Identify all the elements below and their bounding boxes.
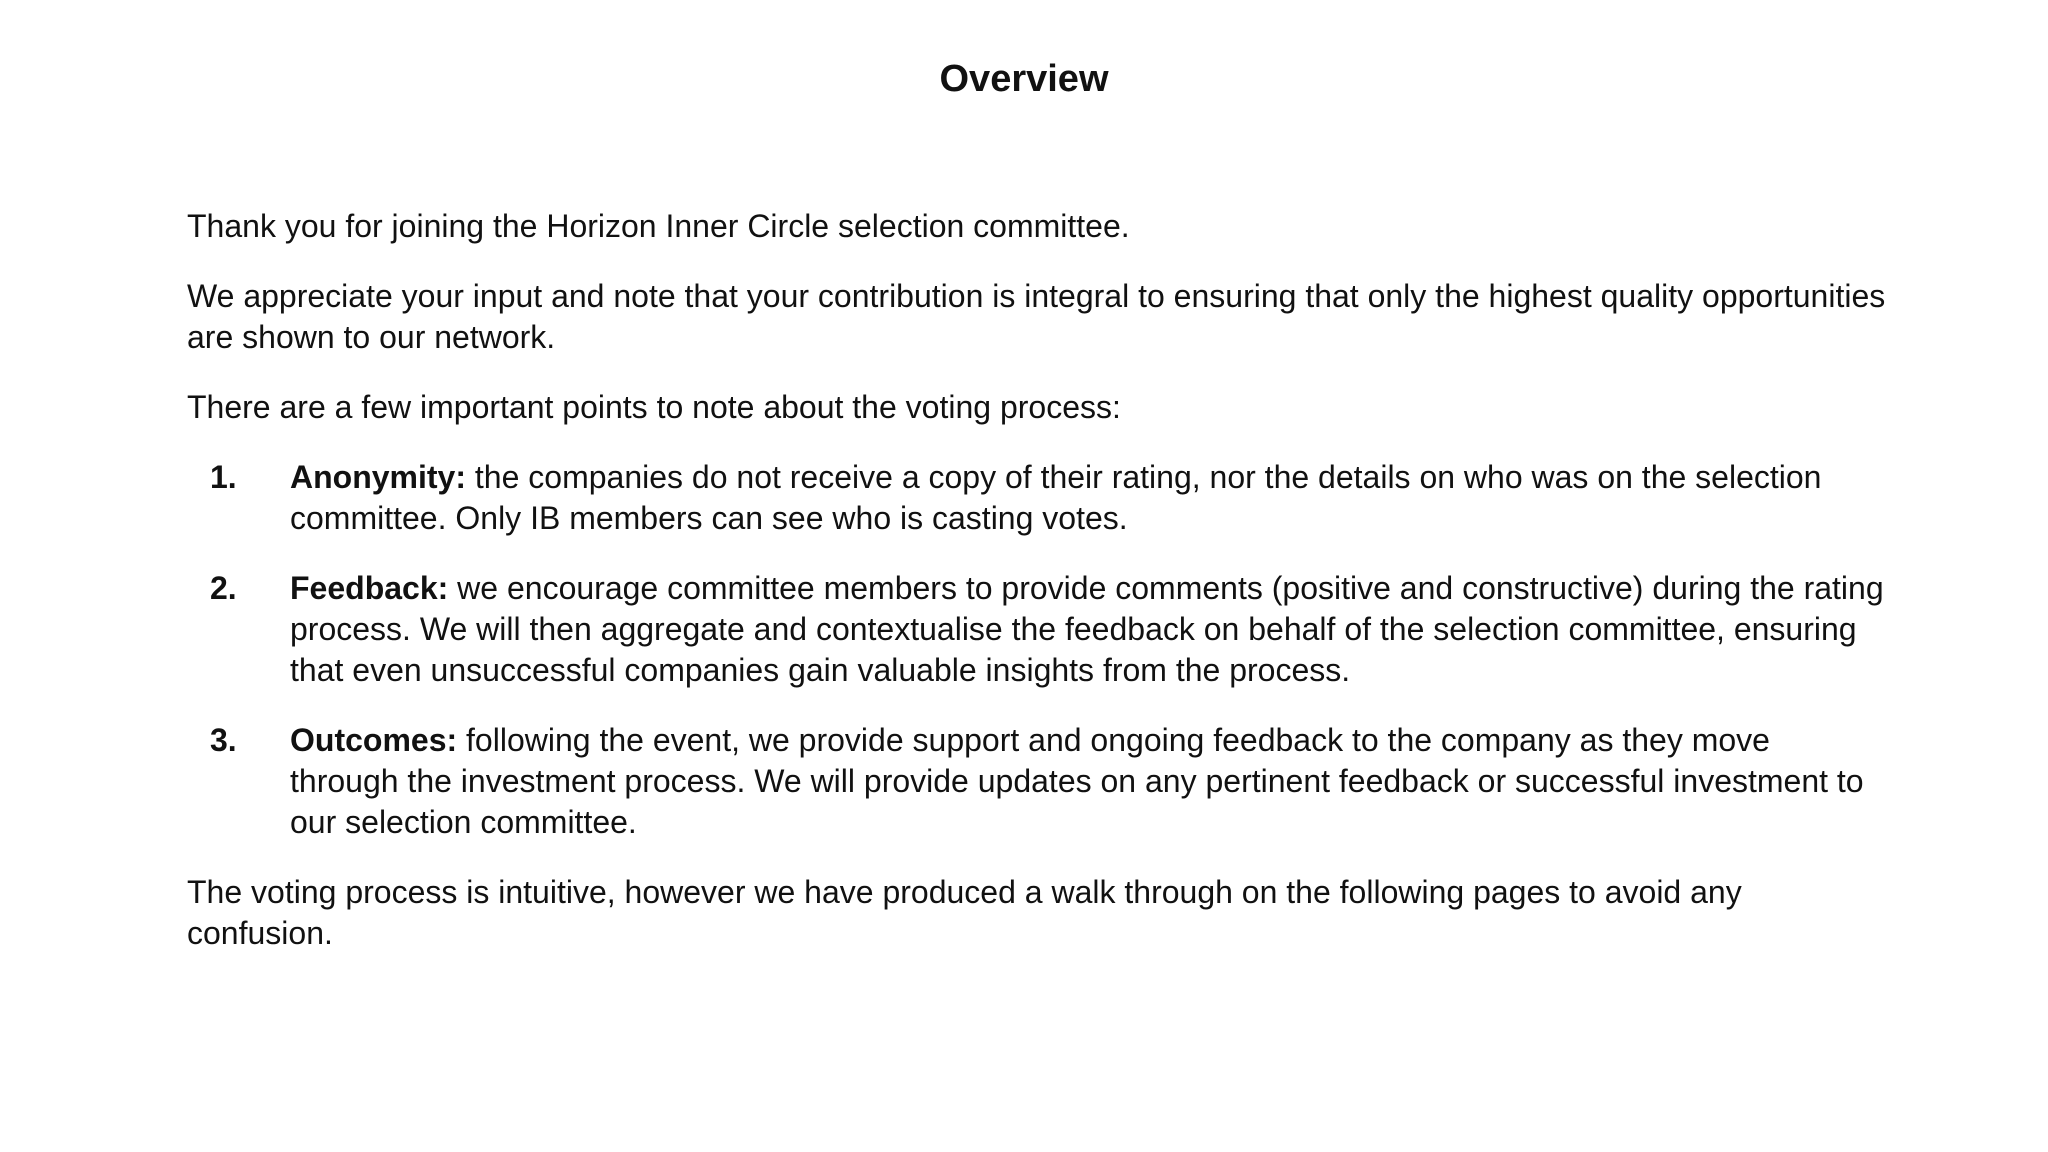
list-item-text: following the event, we provide support and ongoing feedback to the company as they move through the investment process. We will provide updates on any pertinent feedback or successful investment to our selection committee. bbox=[290, 722, 1864, 840]
list-item bbox=[187, 457, 1887, 539]
list-item-number: 3. bbox=[210, 722, 237, 758]
list-item-term: Outcomes: bbox=[290, 722, 458, 758]
list-item bbox=[187, 568, 1887, 691]
closing-paragraph: The voting process is intuitive, however we have produced a walk through on the following pages to avoid any confusion. bbox=[187, 874, 1742, 951]
appreciation-paragraph: We appreciate your input and note that your contribution is integral to ensuring that only the highest quality opportunities are shown to our network. bbox=[187, 278, 1886, 355]
list-item-term: Feedback: bbox=[290, 570, 449, 606]
list-item-text: the companies do not receive a copy of their rating, nor the details on who was on the selection committee. Only IB members can see who is casting votes. bbox=[290, 459, 1822, 536]
list-item-text: we encourage committee members to provide comments (positive and constructive) during the rating process. We will then aggregate and contextualise the feedback on behalf of the selection committee, ensuring that even unsuccessful companies gain valuable insights from the process. bbox=[290, 570, 1884, 688]
list-item bbox=[187, 720, 1887, 843]
document-body bbox=[187, 206, 1887, 983]
intro-paragraph: Thank you for joining the Horizon Inner Circle selection committee. bbox=[187, 208, 1130, 244]
points-lead-paragraph: There are a few important points to note about the voting process: bbox=[187, 389, 1121, 425]
page-title: Overview bbox=[939, 58, 1109, 100]
list-item-number: 2. bbox=[210, 570, 237, 606]
list-item-number: 1. bbox=[210, 459, 237, 495]
voting-points-list bbox=[187, 457, 1887, 843]
list-item-term: Anonymity: bbox=[290, 459, 466, 495]
